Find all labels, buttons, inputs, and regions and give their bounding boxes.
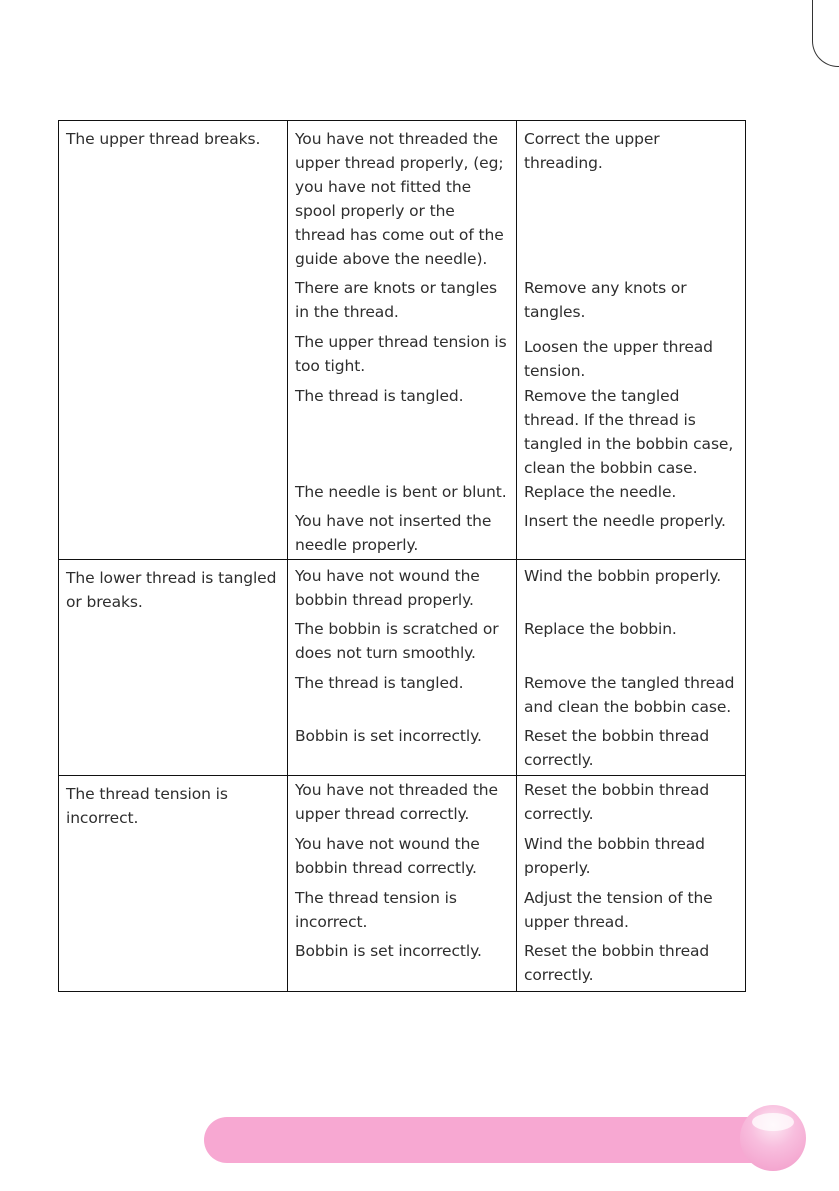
solution-text: Adjust the tension of the upper thread. xyxy=(524,889,713,931)
cause-text: The thread tension is incorrect. xyxy=(295,889,457,931)
cause-text: The upper thread tension is too tight. xyxy=(295,333,507,375)
solution-text: Remove the tangled thread and clean the bobbin case. xyxy=(524,674,735,716)
solution-text: Replace the bobbin. xyxy=(524,620,677,638)
footer-bar xyxy=(204,1117,804,1163)
cause-text: You have not threaded the upper thread properly, (eg; you have not fitted the spool properly or the thread has come out of the guide above the needle). xyxy=(295,130,504,268)
cause-text: You have not inserted the needle properly. xyxy=(295,512,492,554)
problem-text: The lower thread is tangled or breaks. xyxy=(66,569,277,611)
solution-text: Remove any knots or tangles. xyxy=(524,279,687,321)
cause-text: You have not threaded the upper thread correctly. xyxy=(295,781,498,823)
problem-cell xyxy=(59,121,288,560)
solution-text: Correct the upper threading. xyxy=(524,130,660,172)
cause-text: You have not wound the bobbin thread properly. xyxy=(295,567,480,609)
cause-text: The bobbin is scratched or does not turn smoothly. xyxy=(295,620,499,662)
solution-text: Wind the bobbin thread properly. xyxy=(524,835,705,877)
cause-text: Bobbin is set incorrectly. xyxy=(295,942,482,960)
problem-text: The thread tension is incorrect. xyxy=(66,785,228,827)
solution-text: Reset the bobbin thread correctly. xyxy=(524,942,710,984)
cause-text: The needle is bent or blunt. xyxy=(295,483,507,501)
cause-text: You have not wound the bobbin thread correctly. xyxy=(295,835,480,877)
cause-text: Bobbin is set incorrectly. xyxy=(295,727,482,745)
page-number-badge xyxy=(740,1105,806,1171)
problem-text: The upper thread breaks. xyxy=(66,130,261,148)
solution-text: Insert the needle properly. xyxy=(524,512,726,530)
solution-text: Reset the bobbin thread correctly. xyxy=(524,781,710,823)
problem-cell xyxy=(59,776,288,992)
solution-text: Remove the tangled thread. If the thread is tangled in the bobbin case, clean the bobbin case. xyxy=(524,387,734,477)
problem-cell xyxy=(59,560,288,776)
solution-text: Loosen the upper thread tension. xyxy=(524,338,713,380)
cause-text: There are knots or tangles in the thread. xyxy=(295,279,498,321)
solution-text: Replace the needle. xyxy=(524,483,677,501)
cause-text: The thread is tangled. xyxy=(295,674,464,692)
cause-text: The thread is tangled. xyxy=(295,387,464,405)
solution-text: Wind the bobbin properly. xyxy=(524,567,722,585)
solution-text: Reset the bobbin thread correctly. xyxy=(524,727,710,769)
page-corner-mark xyxy=(812,0,839,67)
